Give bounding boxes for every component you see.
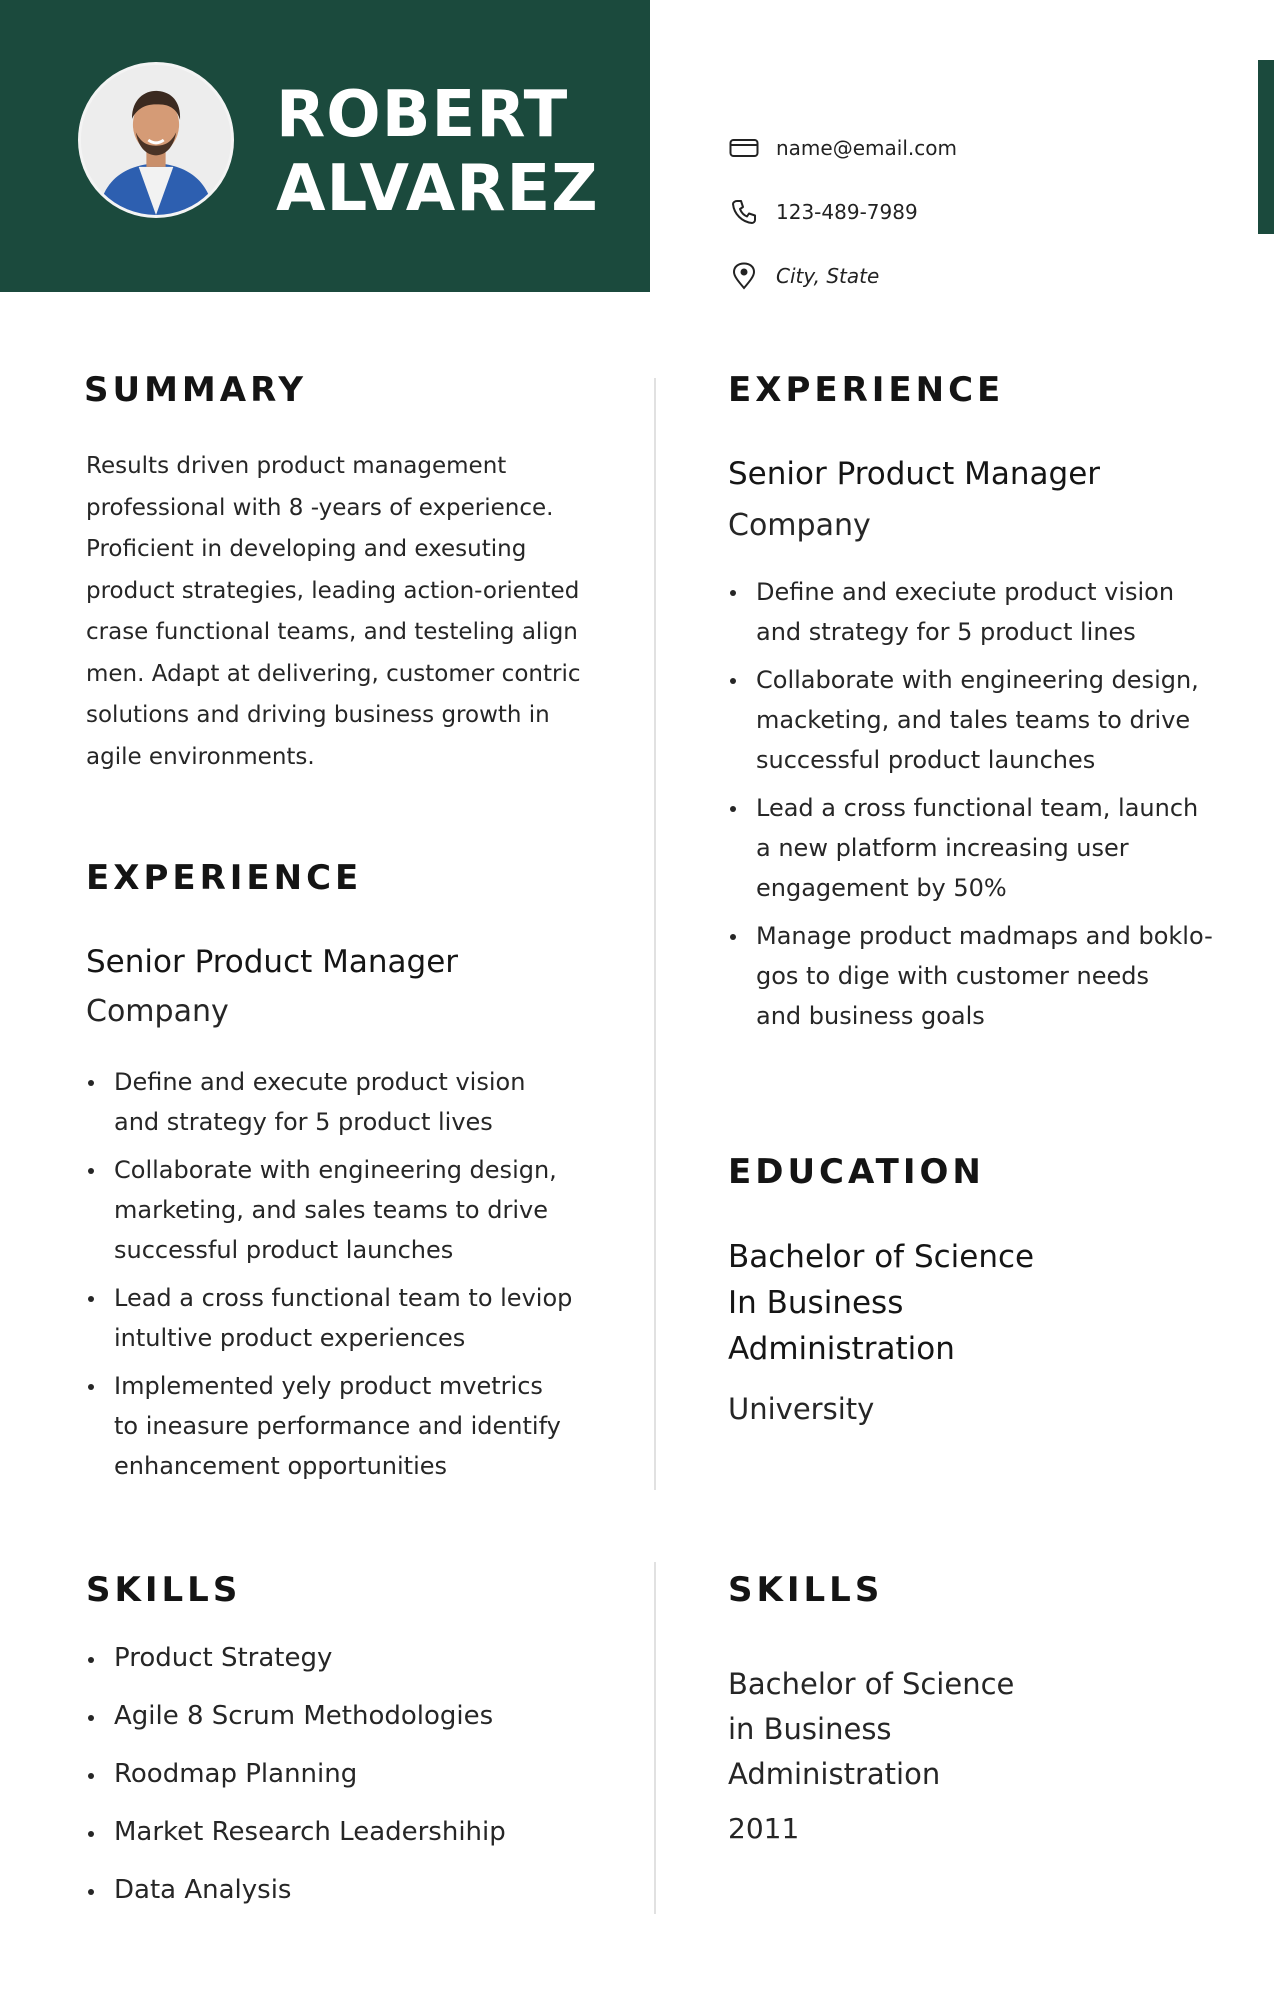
list-item: Roodmap Planning — [86, 1754, 606, 1794]
right-experience-bullets — [728, 572, 1228, 1044]
profile-photo — [81, 65, 231, 215]
list-item: Define and execute product vision and strategy for 5 product lives — [86, 1062, 606, 1142]
phone-icon — [728, 196, 760, 228]
list-item: Market Research Leadershihip — [86, 1812, 606, 1852]
last-name: ALVAREZ — [276, 152, 599, 226]
summary-heading: SUMMARY — [84, 370, 308, 410]
right-company: Company — [728, 508, 871, 543]
list-item: Lead a cross functional team to leviop intultive product experiences — [86, 1278, 606, 1358]
education-university: University — [728, 1392, 875, 1426]
left-experience-bullets — [86, 1062, 606, 1494]
candidate-name — [276, 78, 599, 226]
email-text: name@email.com — [776, 136, 957, 160]
summary-line: Proficient in developing and exesuting — [86, 536, 527, 562]
summary-line: Results driven product management — [86, 453, 507, 479]
right-skills-degree: Bachelor of Science in Business Administration — [728, 1667, 1015, 1791]
summary-line: agile environments. — [86, 743, 315, 770]
contact-phone[interactable] — [728, 180, 957, 244]
avatar — [78, 62, 234, 218]
list-item: Product Strategy — [86, 1638, 606, 1678]
email-icon — [728, 132, 760, 164]
accent-bar — [1258, 60, 1274, 234]
summary-line: product strategies, leading action-oriented — [86, 577, 580, 604]
left-experience-heading: EXPERIENCE — [86, 858, 363, 898]
list-item: Collaborate with engineering design, macketing, and tales teams to drive successful product launches — [728, 660, 1228, 780]
list-item: Define and execiute product vision and strategy for 5 product lines — [728, 572, 1228, 652]
education-degree: Bachelor of Science In Business Administration — [728, 1239, 1035, 1367]
first-name: ROBERT — [276, 78, 569, 152]
education-heading: EDUCATION — [728, 1152, 985, 1192]
right-experience-heading: EXPERIENCE — [728, 370, 1005, 410]
list-item: Collaborate with engineering design, marketing, and sales teams to drive successful product launches — [86, 1150, 606, 1270]
location-text: City, State — [776, 264, 880, 288]
list-item: Implemented yely product mvetrics to ineasure performance and identify enhancement opportunities — [86, 1366, 606, 1486]
summary-text — [86, 446, 606, 778]
right-skills-year: 2011 — [728, 1812, 800, 1845]
list-item: Lead a cross functional team, launch a new platform increasing user engagement by 50% — [728, 788, 1228, 908]
right-job-title: Senior Product Manager — [728, 456, 1101, 492]
column-divider-bottom — [654, 1562, 656, 1914]
left-company: Company — [86, 994, 229, 1029]
list-item: Manage product madmaps and boklo- gos to dige with customer needs and business goals — [728, 916, 1228, 1036]
contact-location — [728, 244, 957, 308]
left-skills-heading: SKILLS — [86, 1570, 242, 1610]
summary-line: solutions and driving business growth in — [86, 702, 550, 728]
right-skills-heading: SKILLS — [728, 1570, 884, 1610]
summary-line: men. Adapt at delivering, customer contric — [86, 660, 581, 687]
left-skills-list — [86, 1638, 606, 1928]
summary-line: crase functional teams, and testeling align — [86, 619, 578, 645]
contact-email[interactable] — [728, 116, 957, 180]
phone-text: 123-489-7989 — [776, 200, 918, 224]
list-item: Agile 8 Scrum Methodologies — [86, 1696, 606, 1736]
list-item: Data Analysis — [86, 1870, 606, 1910]
summary-line: professional with 8 -years of experience. — [86, 494, 554, 521]
contact-block — [728, 116, 957, 308]
column-divider-top — [654, 378, 656, 1490]
location-icon — [728, 260, 760, 292]
left-job-title: Senior Product Manager — [86, 944, 459, 980]
